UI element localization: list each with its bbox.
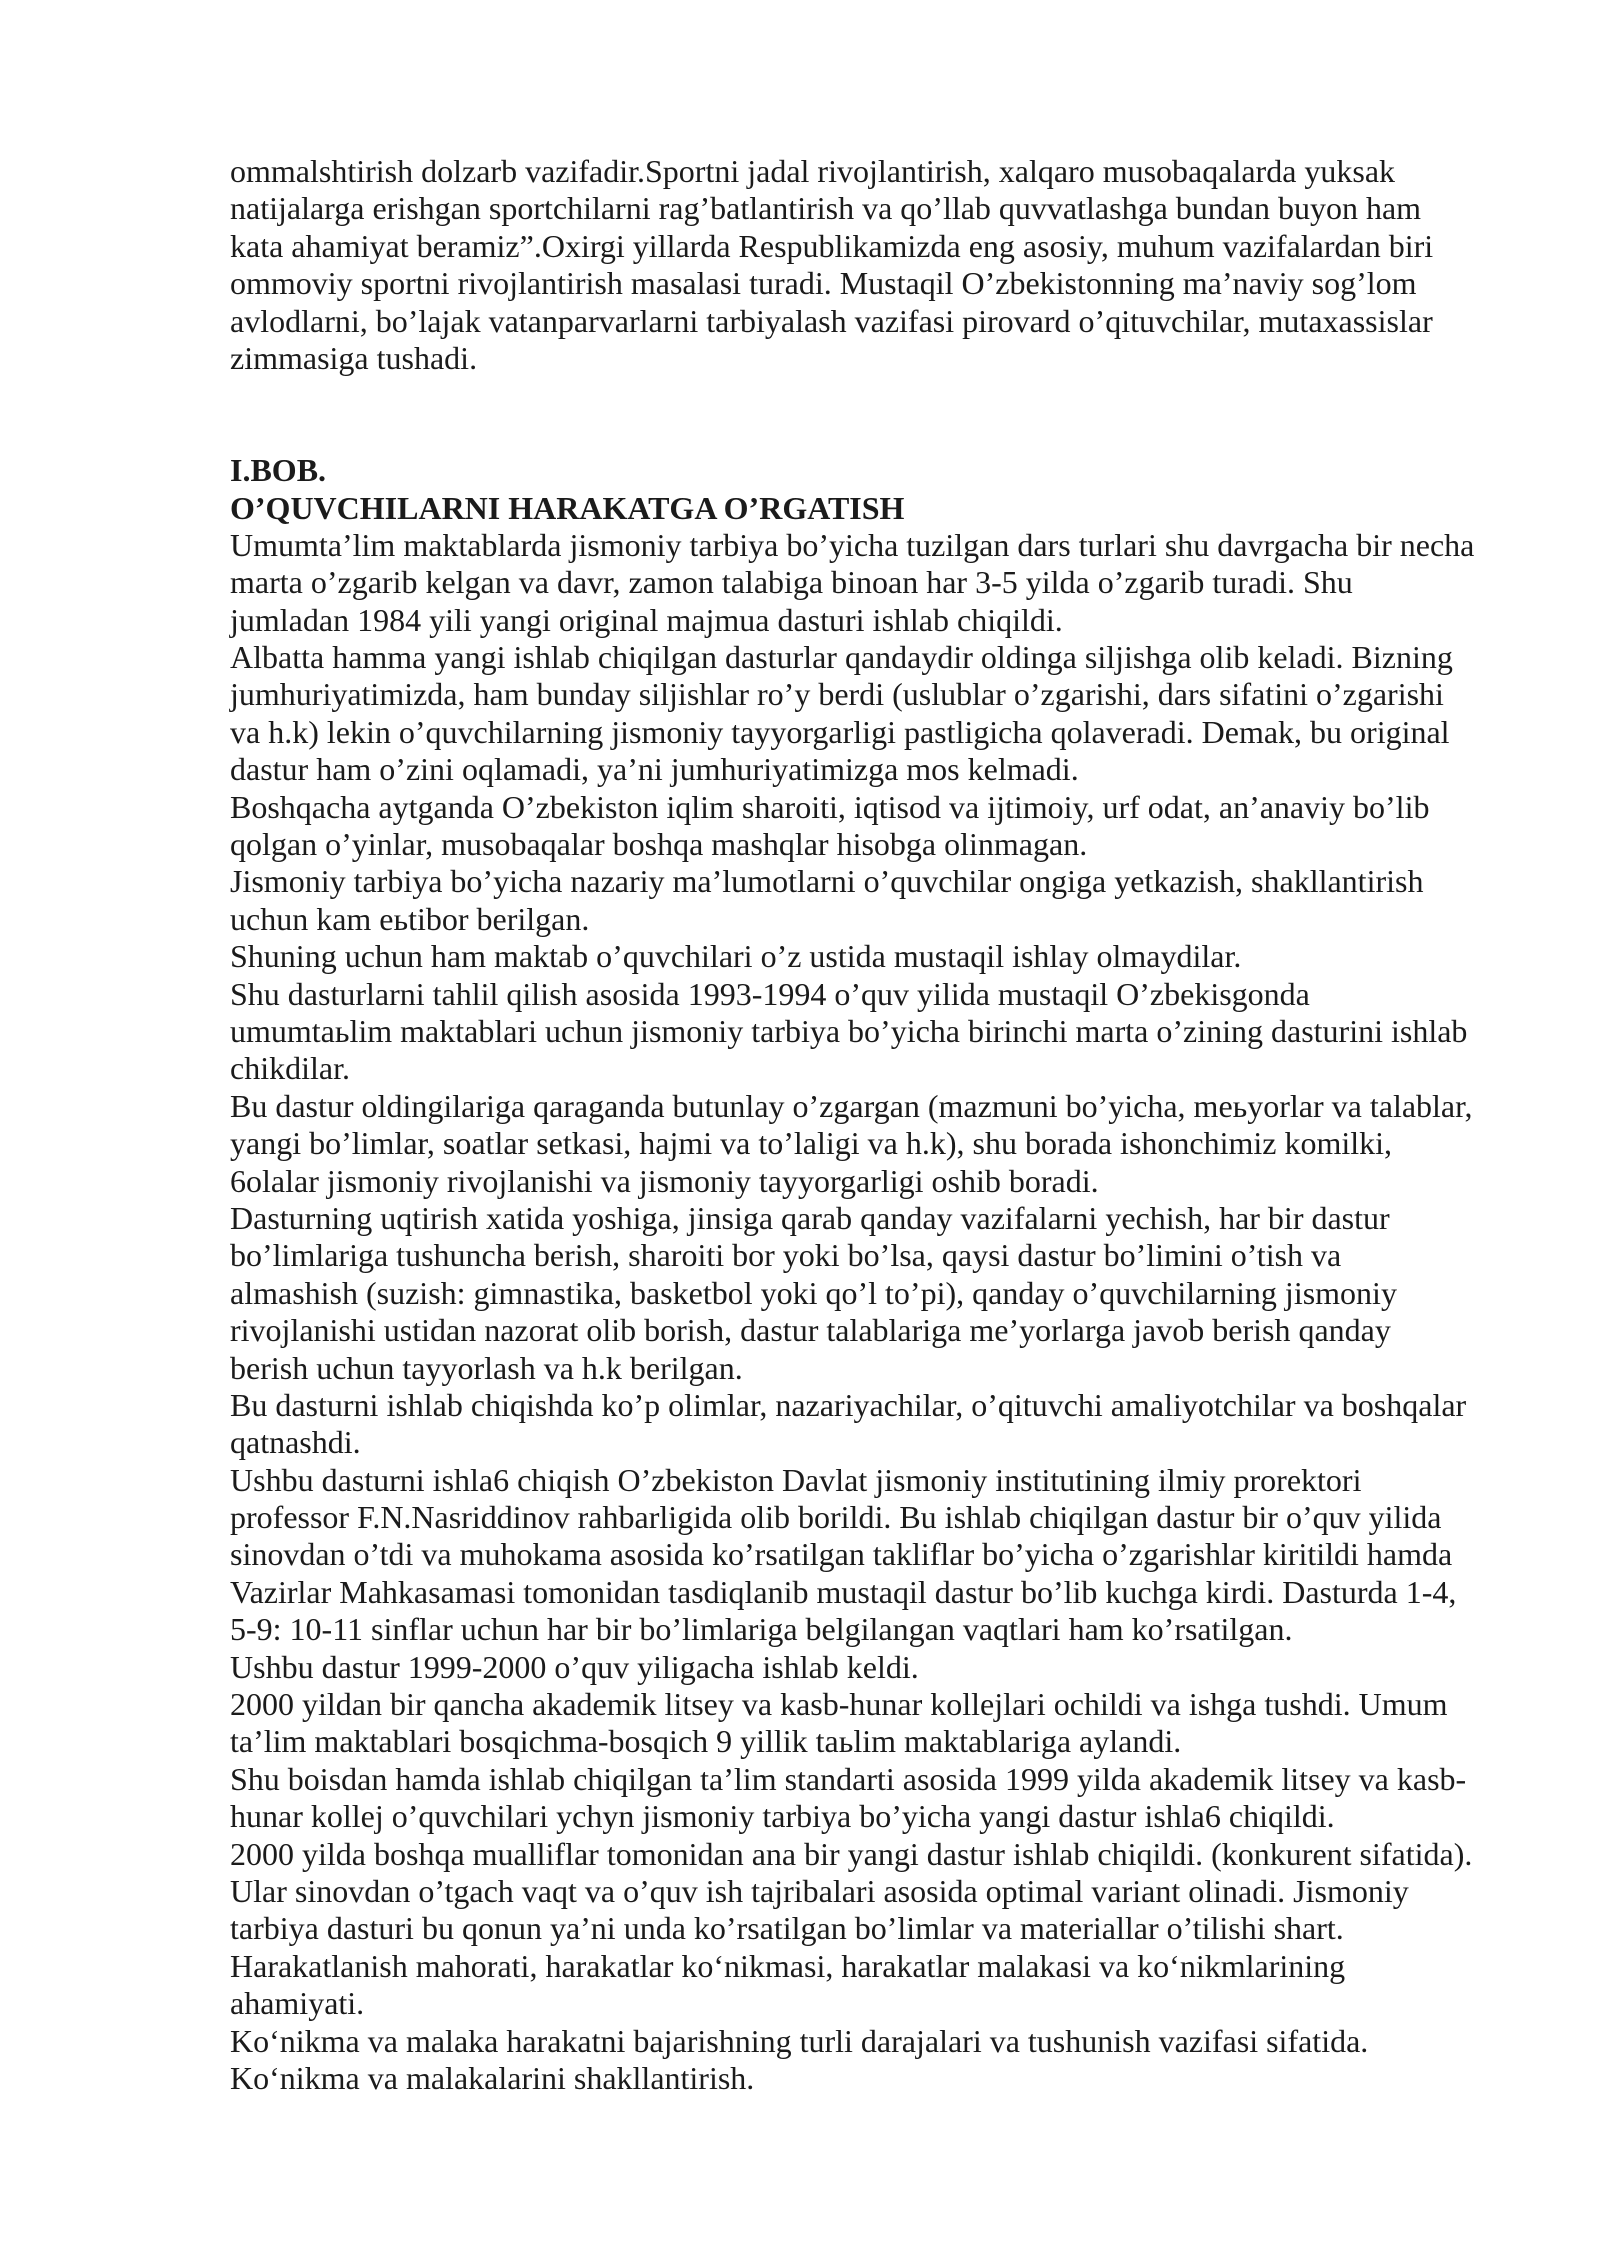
text-line: Vazirlar Mahkasamasi tomonidan tasdiqlanib mustaqil dastur bo’lib kuchga kirdi. Dasturda 1-4, (230, 1573, 1457, 1610)
text-line: zimmasiga tushadi. (230, 339, 478, 376)
text-line: Ushbu dasturni ishla6 chiqish O’zbekiston Davlat jismoniy institutining ilmiy prorektori (230, 1461, 1362, 1498)
text-line: Shuning uchun ham maktab o’quvchilari o’z ustida mustaqil ishlay olmaydilar. (230, 938, 1242, 975)
blank-space (230, 377, 1550, 452)
text-line: ta’lim maktablari bosqichma-bosqich 9 yillik taьlim maktablariga aylandi. (230, 1723, 1182, 1760)
chapter-number: I.BOB. (230, 452, 327, 489)
text-line: qatnashdi. (230, 1424, 361, 1461)
text-line: rivojlanishi ustidan nazorat olib borish, dastur talablariga me’yorlarga javob berish qanday (230, 1312, 1391, 1349)
body-paragraph (230, 1873, 1550, 1948)
text-line: dastur ham o’zini oqlamadi, ya’ni jumhuriyatimizga mos kelmadi. (230, 751, 1079, 788)
text-line: tarbiya dasturi bu qonun ya’ni unda ko’rsatilgan bo’limlar va materiallar o’tilishi shart. (230, 1910, 1344, 1947)
body-paragraph (230, 1462, 1550, 1649)
text-line: chikdilar. (230, 1050, 350, 1087)
text-line: Ko‘nikma va malaka harakatni bajarishning turli darajalari va tushunish vazifasi sifatida. (230, 2022, 1369, 2059)
chapter-title: O’QUVCHILARNI HARAKATGA O’RGATISH (230, 489, 905, 526)
text-line: 2000 yildan bir qancha akademik litsey va kasb-hunar kollejlari ochildi va ishga tushdi. Umum (230, 1686, 1448, 1723)
text-line: Ular sinovdan o’tgach vaqt va o’quv ish tajribalari asosida optimal variant olinadi. Jismoniy (230, 1872, 1409, 1909)
text-line: uchun kam eьtibor berilgan. (230, 900, 590, 937)
text-line: marta o’zgarib kelgan va davr, zamon talabiga binoan har 3-5 yilda o’zgarib turadi. Shu (230, 564, 1353, 601)
intro-paragraph (230, 153, 1550, 377)
text-line: Ko‘nikma va malakalarini shakllantirish. (230, 2059, 755, 2096)
body-paragraph (230, 938, 1550, 975)
body-paragraph (230, 1088, 1550, 1200)
body-paragraph (230, 863, 1550, 938)
text-line: Harakatlanish mahorati, harakatlar ko‘nikmasi, harakatlar malakasi va ko‘nikmlarining (230, 1947, 1346, 1984)
body-paragraph (230, 527, 1550, 639)
text-line: Umumta’lim maktablarda jismoniy tarbiya bo’yicha tuzilgan dars turlari shu davrgacha bir necha (230, 526, 1475, 563)
text-line: Shu dasturlarni tahlil qilish asosida 1993-1994 o’quv yilida mustaqil O’zbekisgonda (230, 975, 1310, 1012)
text-line: umumtaьlim maktablari uchun jismoniy tarbiya bo’yicha birinchi marta o’zining dasturini ishlab (230, 1013, 1468, 1049)
text-line: natijalarga erishgan sportchilarni rag’batlantirish va qo’llab quvvatlashga bundan buyon ham (230, 190, 1422, 227)
text-line: Ushbu dastur 1999-2000 o’quv yiligacha ishlab keldi. (230, 1648, 919, 1685)
text-line: bo’limlariga tushuncha berish, sharoiti bor yoki bo’lsa, qaysi dastur bo’limini o’tish va (230, 1237, 1342, 1274)
body-paragraph (230, 2023, 1550, 2060)
body-paragraph (230, 976, 1550, 1088)
body-paragraph (230, 2060, 1550, 2097)
text-line: Dasturning uqtirish xatida yoshiga, jinsiga qarab qanday vazifalarni yechish, har bir dastur (230, 1199, 1390, 1236)
text-line: ommoviy sportni rivojlantirish masalasi turadi. Mustaqil O’zbekistonning ma’naviy sog’lom (230, 265, 1417, 302)
text-line: kata ahamiyat beramiz”.Oxirgi yillarda Respublikamizda eng asosiy, muhum vazifalardan biri (230, 227, 1434, 264)
text-line: Bu dasturni ishlab chiqishda ko’p olimlar, nazariyachilar, o’qituvchi amaliyotchilar va boshqalar (230, 1386, 1467, 1423)
text-line: Jismoniy tarbiya bo’yicha nazariy ma’lumotlarni o’quvchilar ongiga yetkazish, shakllantirish (230, 863, 1424, 900)
text-line: Shu boisdan hamda ishlab chiqilgan ta’lim standarti asosida 1999 yilda akademik litsey va kasb- (230, 1760, 1467, 1797)
text-line: almashish (suzish: gimnastika, basketbol yoki qo’l to’pi), qanday o’quvchilarning jismoniy (230, 1274, 1397, 1311)
text-line: avlodlarni, bo’lajak vatanparvarlarni tarbiyalash vazifasi pirovard o’qituvchilar, mutaxassislar (230, 302, 1433, 339)
text-line: hunar kollej o’quvchilari ychyn jismoniy tarbiya bo’yicha yangi dastur ishla6 chiqildi. (230, 1798, 1335, 1835)
body-paragraph (230, 789, 1550, 864)
chapter-body (230, 527, 1550, 2097)
text-line: ahamiyati. (230, 1985, 365, 2022)
body-paragraph (230, 1686, 1550, 1761)
text-line: jumhuriyatimizda, ham bunday siljishlar ro’y berdi (uslublar o’zgarishi, dars sifatini o’zgarishi (230, 676, 1444, 713)
text-line: 5-9: 10-11 sinflar uchun har bir bo’limlariga belgilangan vaqtlari ham ko’rsatilgan. (230, 1611, 1293, 1648)
document-text (230, 153, 1550, 2097)
text-line: yangi bo’limlar, soatlar setkasi, hajmi va to’laligi va h.k), shu borada ishonchimiz komilki, (230, 1125, 1393, 1162)
text-line: berish uchun tayyorlash va h.k berilgan. (230, 1349, 743, 1386)
text-line: jumladan 1984 yili yangi original majmua dasturi ishlab chiqildi. (230, 601, 1063, 638)
body-paragraph (230, 639, 1550, 789)
text-line: sinovdan o’tdi va muhokama asosida ko’rsatilgan takliflar bo’yicha o’zgarishlar kiritildi hamda (230, 1536, 1453, 1573)
text-line: qolgan o’yinlar, musobaqalar boshqa mashqlar hisobga olinmagan. (230, 826, 1088, 863)
text-line: 6olalar jismoniy rivojlanishi va jismoniy tayyorgarligi oshib boradi. (230, 1162, 1099, 1199)
text-line: Albatta hamma yangi ishlab chiqilgan dasturlar qandaydir oldinga siljishga olib keladi. Bizning (230, 639, 1453, 676)
text-line: 2000 yilda boshqa mualliflar tomonidan ana bir yangi dastur ishlab chiqildi. (konkurent sifatida). (230, 1835, 1473, 1872)
text-line: professor F.N.Nasriddinov rahbarligida olib borildi. Bu ishlab chiqilgan dastur bir o’quv yilida (230, 1499, 1442, 1536)
body-paragraph (230, 1761, 1550, 1836)
text-line: ommalshtirish dolzarb vazifadir.Sportni jadal rivojlantirish, xalqaro musobaqalarda yuksak (230, 153, 1396, 189)
body-paragraph (230, 1948, 1550, 2023)
text-line: Boshqacha aytganda O’zbekiston iqlim sharoiti, iqtisod va ijtimoiy, urf odat, an’anaviy bo’lib (230, 788, 1430, 825)
body-paragraph (230, 1387, 1550, 1462)
text-line: Bu dastur oldingilariga qaraganda butunlay o’zgargan (mazmuni bo’yicha, meьyorlar va talablar, (230, 1087, 1473, 1124)
body-paragraph (230, 1200, 1550, 1387)
body-paragraph (230, 1649, 1550, 1686)
body-paragraph (230, 1836, 1550, 1873)
text-line: va h.k) lekin o’quvchilarning jismoniy tayyorgarligi pastligicha qolaveradi. Demak, bu original (230, 713, 1450, 750)
